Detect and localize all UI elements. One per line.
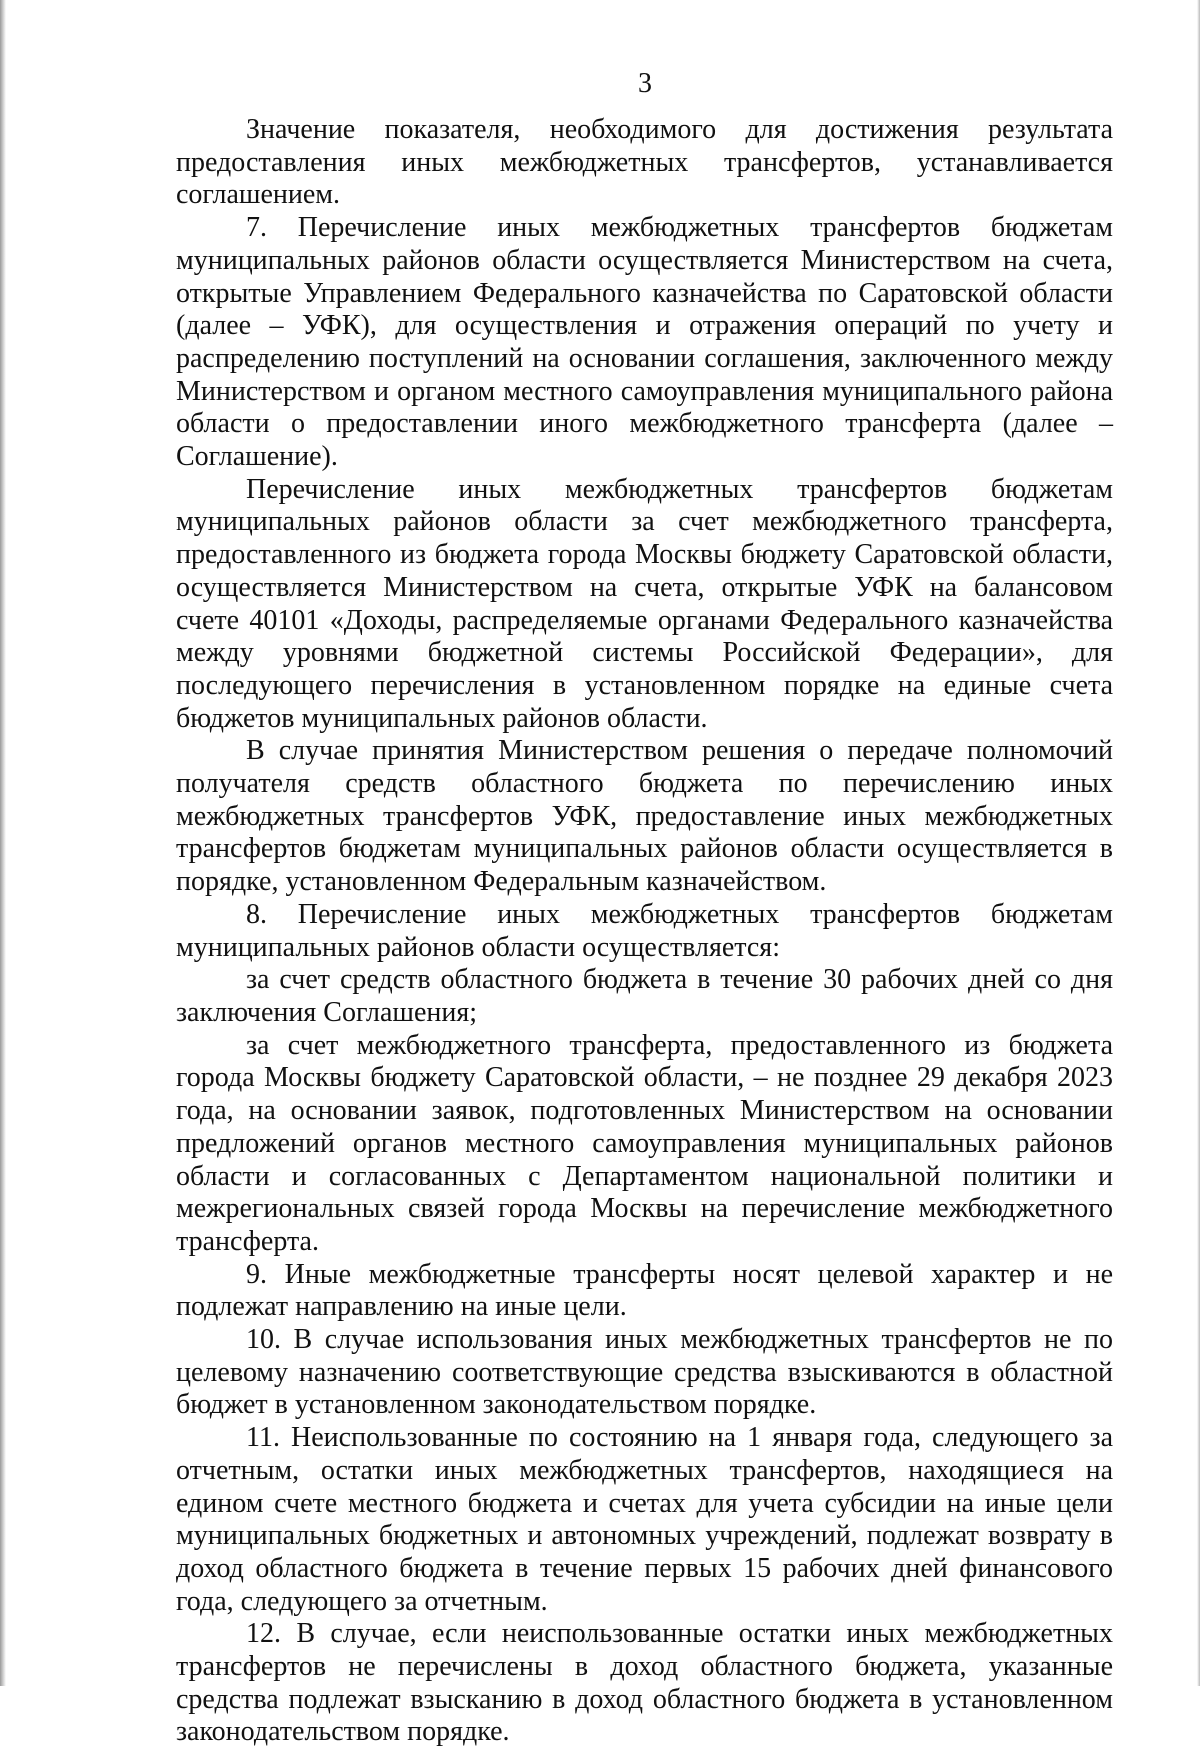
paragraph-8: 8. Перечисление иных межбюджетных трансфертов бюджетам муниципальных районов области осуществляется: (176, 898, 1113, 963)
paragraph-7: 7. Перечисление иных межбюджетных трансфертов бюджетам муниципальных районов области осуществляется Министерством на счета, открытые Управлением Федерального казначейства по Саратовской области (далее – УФК), для осуществления и отражения операций по учету и распределению поступлений на основании соглашения, заключенного между Министерством и органом местного самоуправления муниципального района области о предоставлении иного межбюджетного трансферта (далее – Соглашение). (176, 212, 1113, 473)
paragraph-11: 11. Неиспользованные по состоянию на 1 января года, следующего за отчетным, остатки иных межбюджетных трансфертов, находящиеся на едином счете местного бюджета и счетах для учета субсидии на иные цели муниципальных бюджетных и автономных учреждений, подлежат возврату в доход областного бюджета в течение первых 15 рабочих дней финансового года, следующего за отчетным. (176, 1422, 1113, 1617)
paragraph-9: 9. Иные межбюджетные трансферты носят целевой характер и не подлежат направлению на иные цели. (176, 1258, 1113, 1323)
paragraph-indicator-value: Значение показателя, необходимого для достижения результата предоставления иных межбюджетных трансфертов, устанавливается соглашением. (176, 114, 1113, 211)
paragraph-8-regional-budget: за счет средств областного бюджета в течение 30 рабочих дней со дня заключения Соглашения; (176, 964, 1113, 1028)
paragraph-8-moscow-budget: за счет межбюджетного трансферта, предоставленного из бюджета города Москвы бюджету Саратовской области, – не позднее 29 декабря 2023 года, на основании заявок, подготовленных Министерством на основании предложений органов местного самоуправления муниципальных районов области и согласованных с Департаментом национальной политики и межрегиональных связей города Москвы на перечисление межбюджетного трансферта. (176, 1029, 1113, 1257)
paragraph-10: 10. В случае использования иных межбюджетных трансфертов не по целевому назначению соответствующие средства взыскиваются в областной бюджет в установленном законодательством порядке. (176, 1324, 1113, 1421)
paragraph-12: 12. В случае, если неиспользованные остатки иных межбюджетных трансфертов не перечислены в доход областного бюджета, указанные средства подлежат взысканию в доход областного бюджета в установленном законодательством порядке. (176, 1618, 1113, 1748)
document-body (176, 114, 1113, 1749)
page-number: 3 (638, 68, 652, 99)
paragraph-7-ufk-powers: В случае принятия Министерством решения о передаче полномочий получателя средств областного бюджета по перечислению иных межбюджетных трансфертов УФК, предоставление иных межбюджетных трансфертов бюджетам муниципальных районов области осуществляется в порядке, установленном Федеральным казначейством. (176, 735, 1113, 898)
paragraph-7-moscow-transfer: Перечисление иных межбюджетных трансфертов бюджетам муниципальных районов области за счет межбюджетного трансферта, предоставленного из бюджета города Москвы бюджету Саратовской области, осуществляется Министерством на счета, открытые УФК на балансовом счете 40101 «Доходы, распределяемые органами Федерального казначейства между уровнями бюджетной системы Российской Федерации», для последующего перечисления в установленном порядке на единые счета бюджетов муниципальных районов области. (176, 473, 1113, 734)
scan-left-edge (0, 0, 6, 1686)
